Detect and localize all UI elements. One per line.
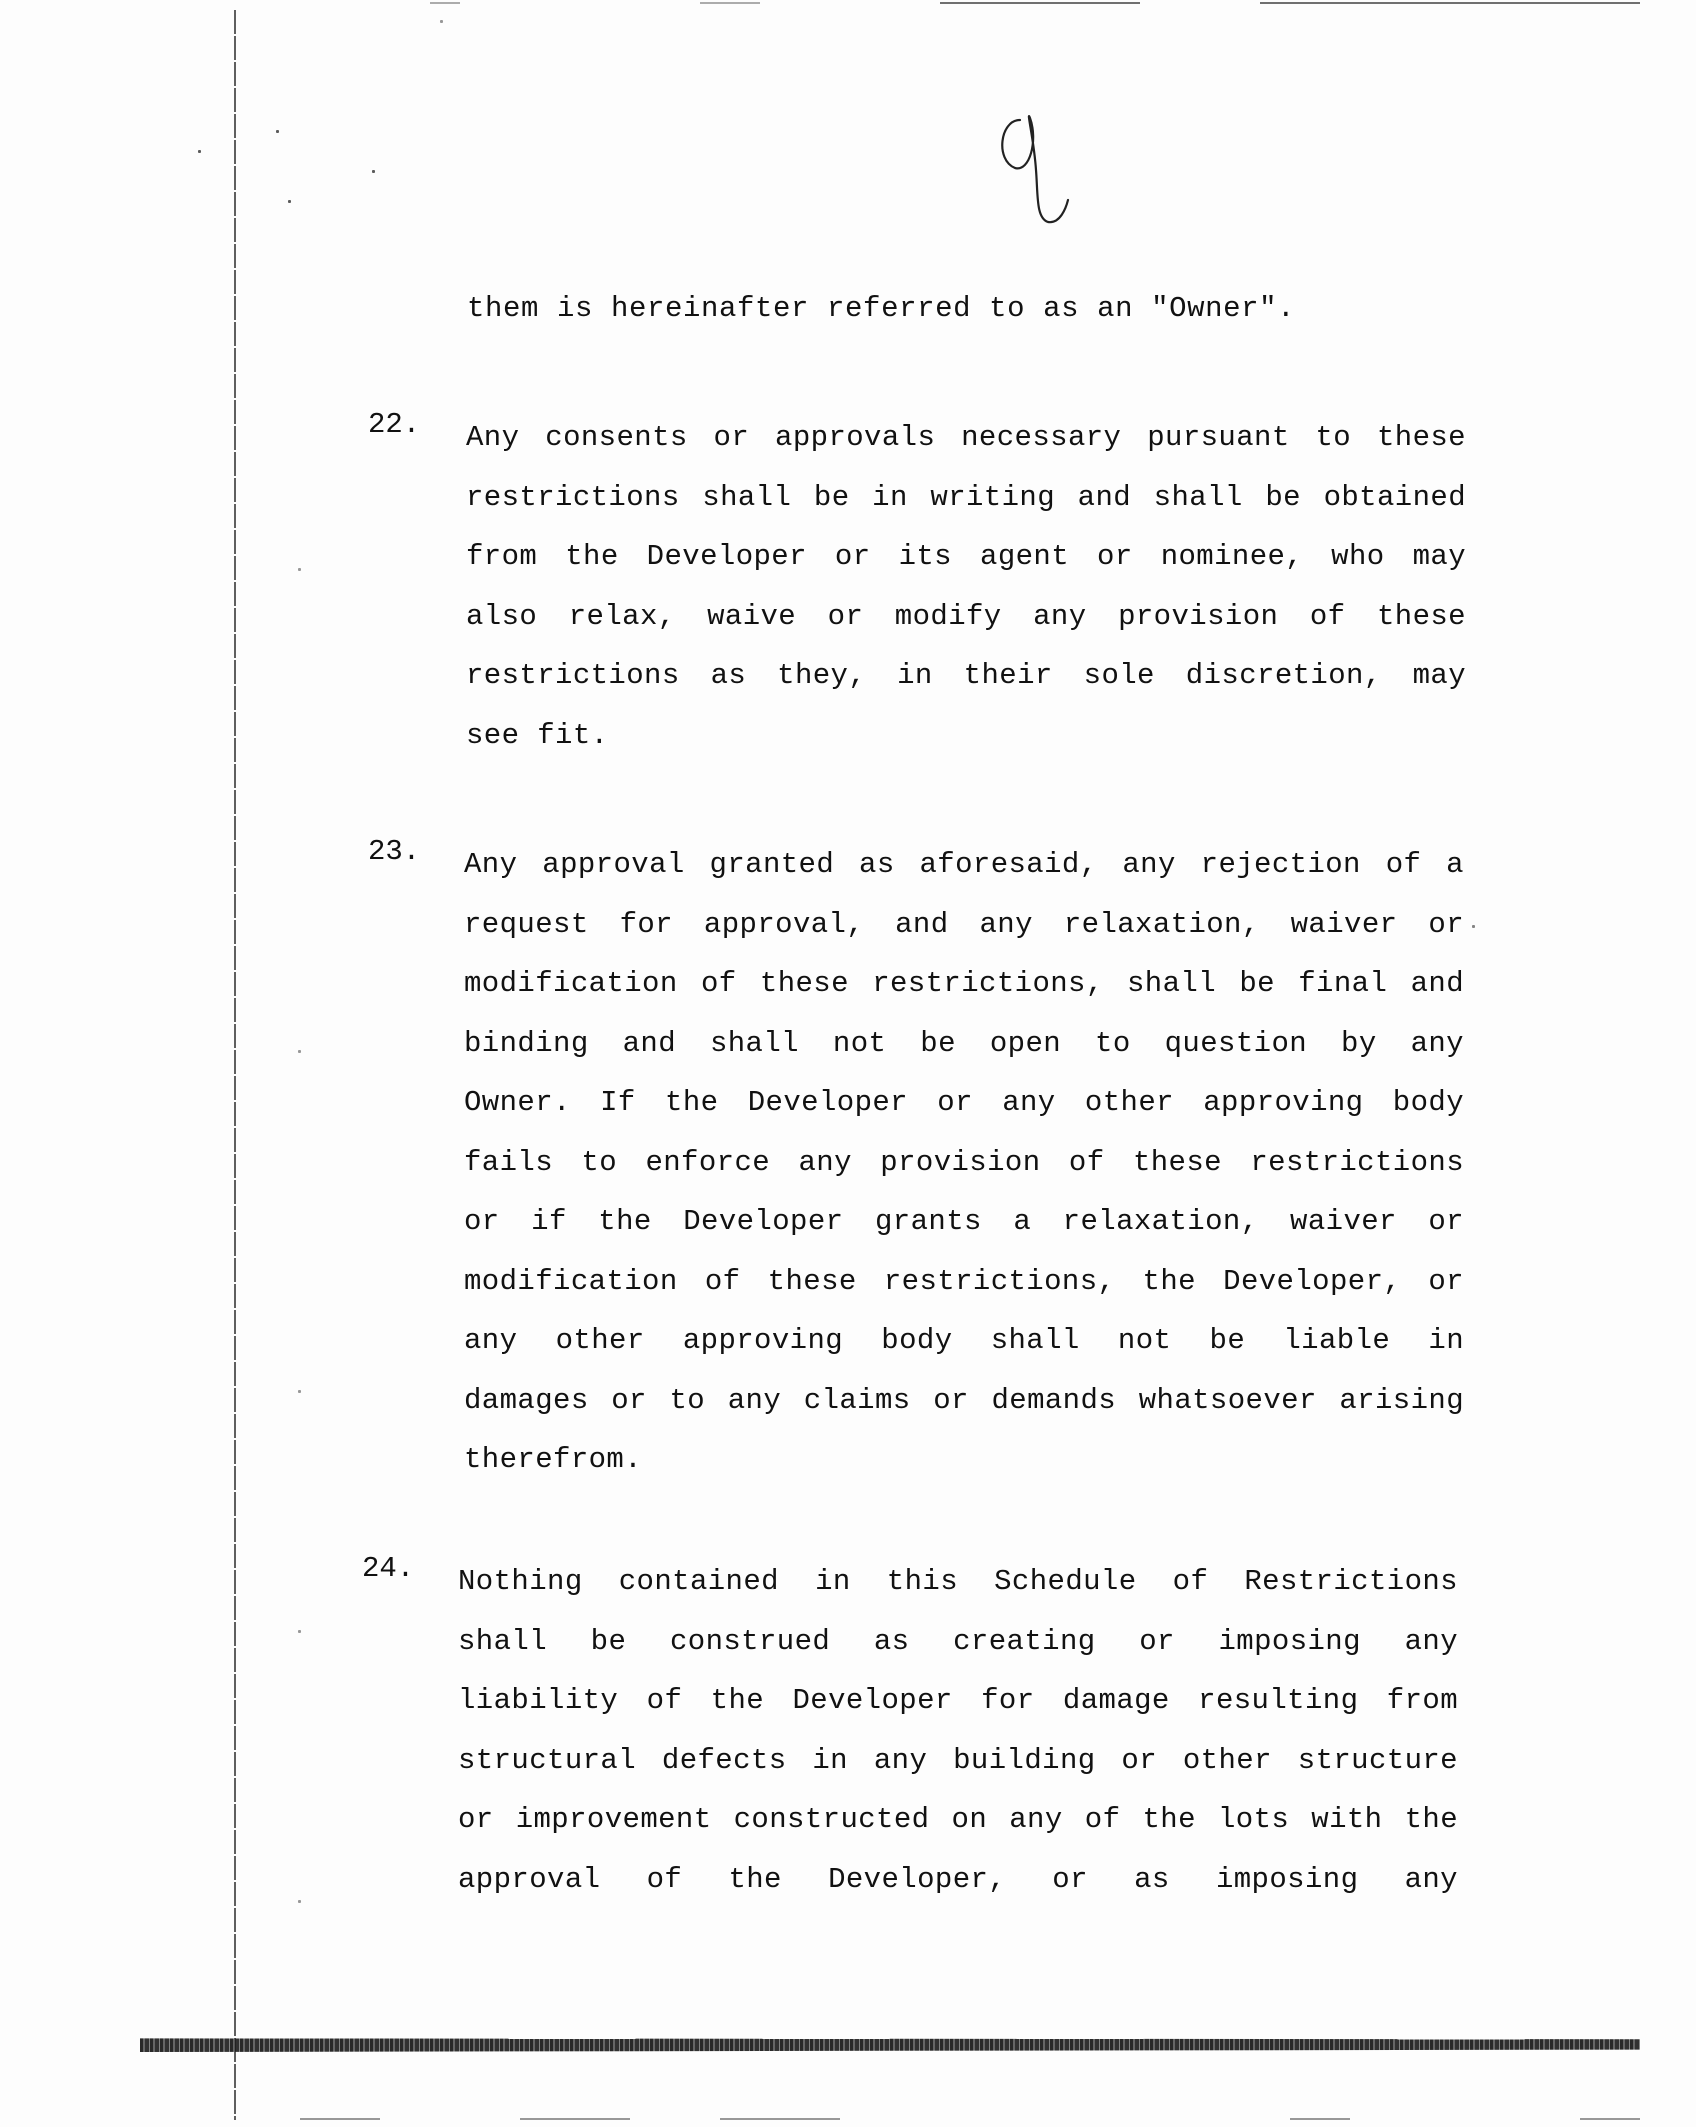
top-scan-rule [1260,2,1640,4]
scan-speck [1472,925,1475,928]
clause-line: shall be construed as creating or imposing any [458,1624,1458,1658]
clause-line: restrictions as they, in their sole discretion, may [466,659,1466,692]
clause-line: any other approving body shall not be liable in [464,1324,1464,1357]
clause-number: 24. [362,1552,415,1585]
left-margin-rule [234,10,236,2120]
clause-line: approval of the Developer, or as imposing any [458,1862,1458,1896]
scan-speck [372,170,375,173]
clause-line: or improvement constructed on any of the lots with the [458,1803,1458,1836]
clause-line: also relax, waive or modify any provision of these [466,599,1466,633]
scan-speck [298,568,301,571]
clause-text [466,408,1466,765]
top-scan-rule [940,2,1140,4]
clause-number: 22. [368,408,421,441]
clause-line: liability of the Developer for damage resulting from [458,1684,1458,1717]
clause-line: Nothing contained in this Schedule of Restrictions [458,1565,1458,1598]
top-scan-rule [430,2,460,4]
scan-speck [298,1630,301,1633]
clause-line: modification of these restrictions, shall be final and [464,967,1464,1000]
clause-line: restrictions shall be in writing and shall be obtained [466,480,1466,514]
clause-line: Any approval granted as aforesaid, any rejection of a [464,848,1464,881]
clause-line: therefrom. [464,1443,643,1476]
scan-speck [298,1050,301,1053]
clause-line: damages or to any claims or demands whatsoever arising [464,1383,1464,1417]
clause-text [464,835,1464,1490]
scan-speck [198,150,201,153]
clause-line: from the Developer or its agent or nominee, who may [466,540,1466,573]
clause-line: request for approval, and any relaxation, waiver or [464,907,1464,941]
scan-speck [276,130,279,133]
intro-line: them is hereinafter referred to as an "Owner". [467,292,1296,325]
scan-speck [298,1390,301,1393]
clause-line: or if the Developer grants a relaxation, waiver or [464,1205,1464,1238]
clause-line: Any consents or approvals necessary pursuant to these [466,421,1466,454]
clause-line: fails to enforce any provision of these restrictions [464,1145,1464,1179]
scan-speck [440,20,443,23]
bottom-scan-rule [520,2118,630,2120]
top-scan-rule [700,2,760,4]
handwritten-page-mark [990,100,1090,240]
bottom-scan-rule [720,2118,840,2120]
clause-line: structural defects in any building or other structure [458,1743,1458,1777]
clause-line: binding and shall not be open to question by any [464,1026,1464,1060]
clause-number: 23. [368,835,421,868]
bottom-scan-rule [1290,2118,1350,2120]
bottom-scan-rule [300,2118,380,2120]
bottom-scan-rule [1580,2118,1640,2120]
clause-line: modification of these restrictions, the Developer, or [464,1264,1464,1298]
clause-text [458,1552,1458,1909]
scan-speck [298,1900,301,1903]
scan-band [140,2036,1640,2052]
scan-speck [288,200,291,203]
clause-line: Owner. If the Developer or any other approving body [464,1086,1464,1119]
clause-line: see fit. [466,718,609,752]
